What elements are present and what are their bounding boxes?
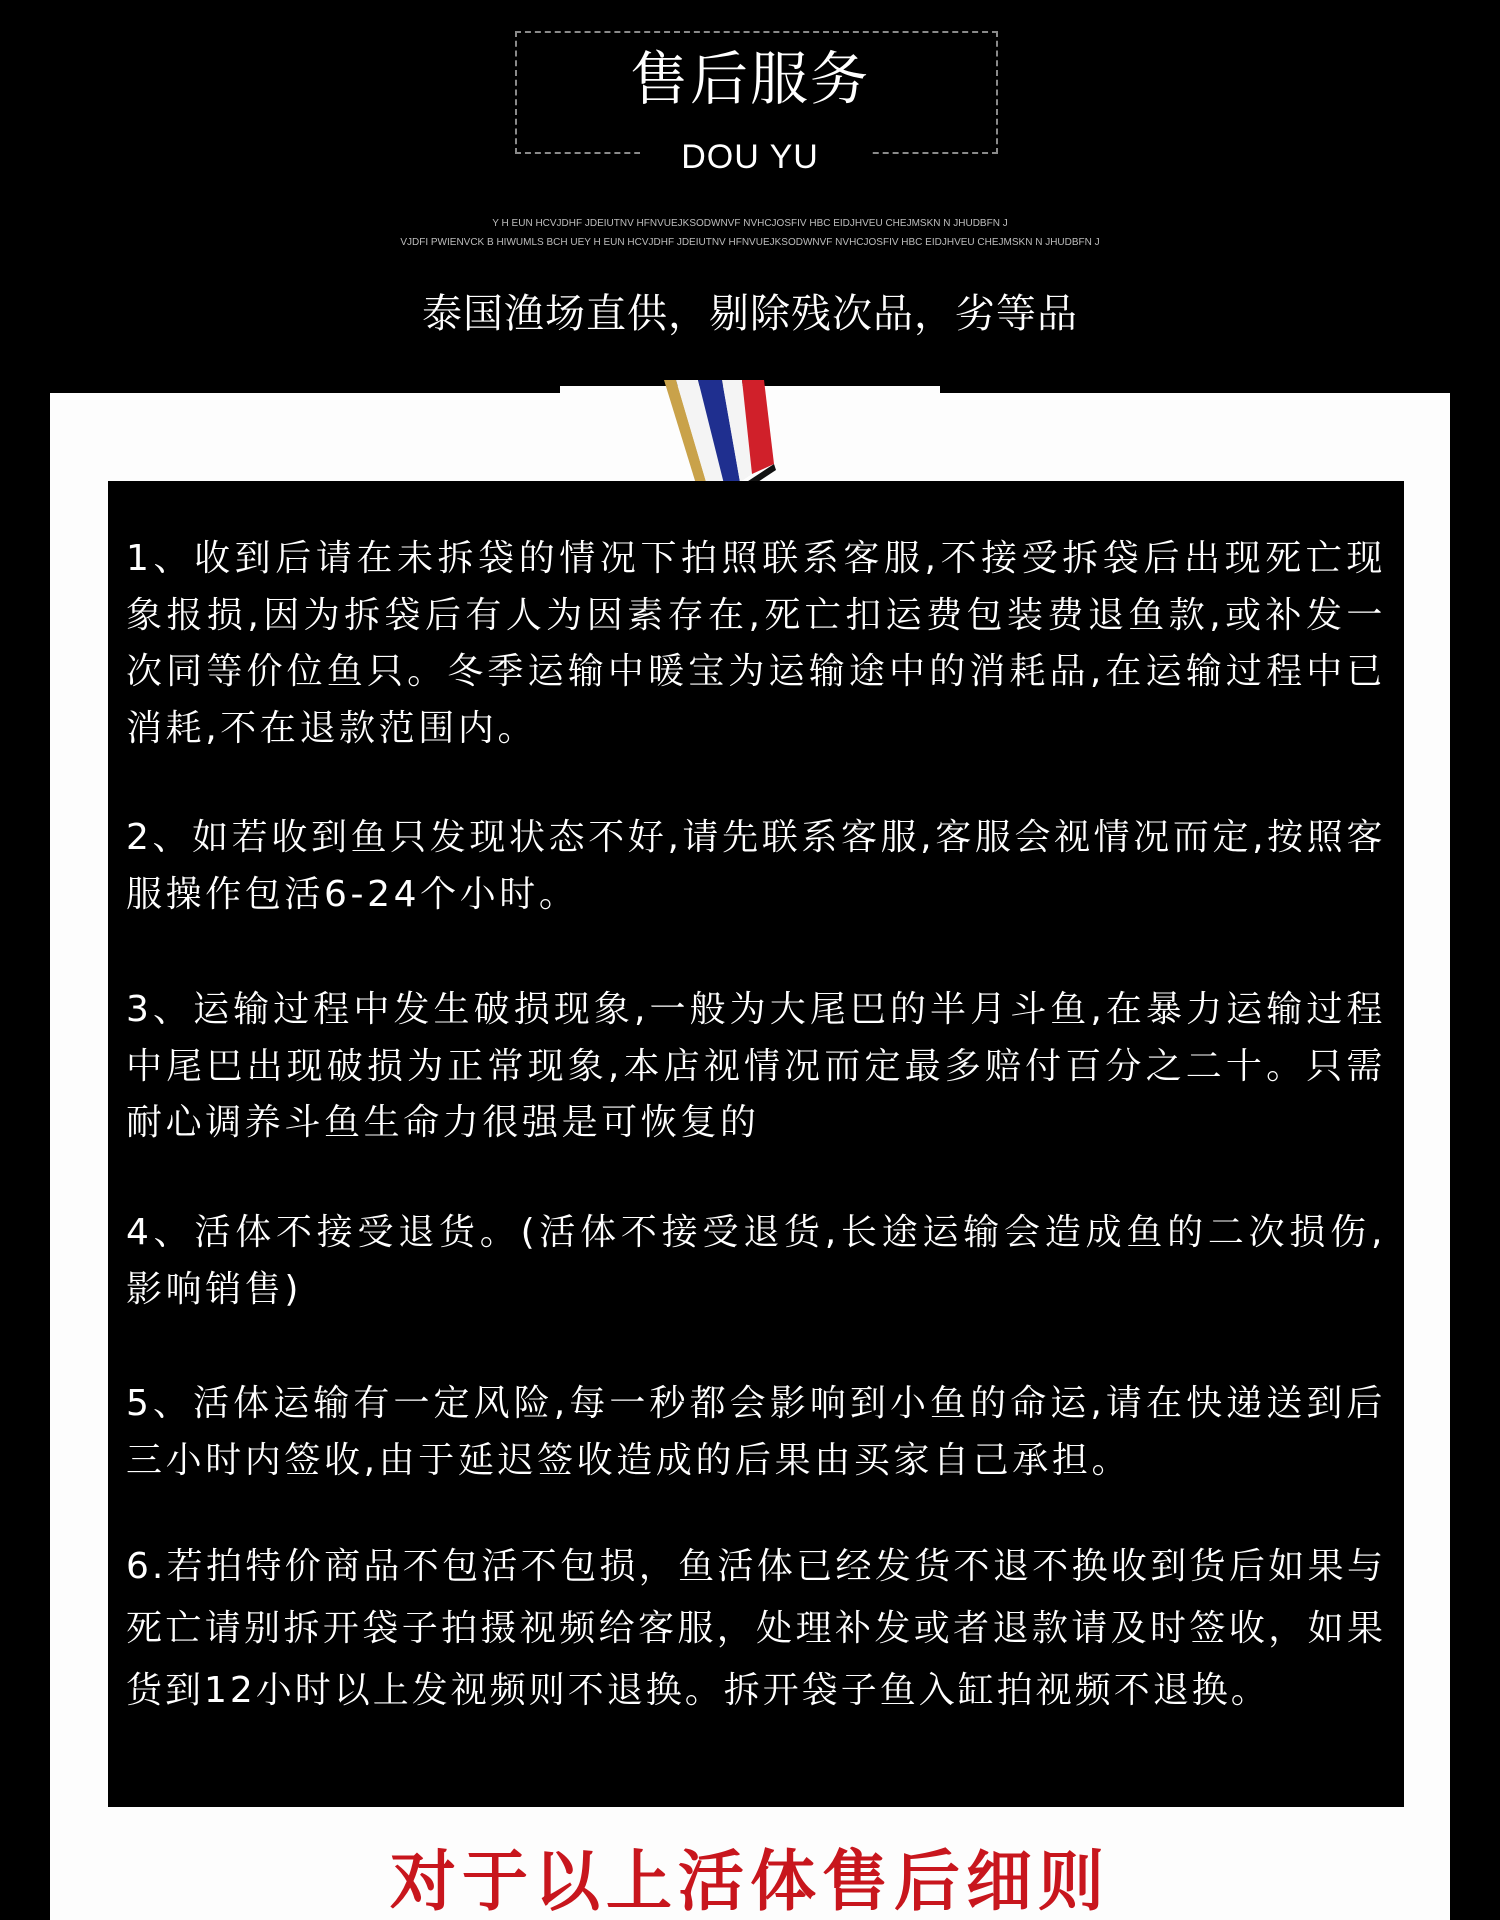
after-sales-heading: 对于以上活体售后细则 (390, 1843, 1110, 1920)
rule-item-6: 6.若拍特价商品不包活不包损，鱼活体已经发货不退不换收到货后如果与死亡请别拆开袋子拍摄视频给客服，处理补发或者退款请及时签收，如果货到12小时以上发视频则不退换。拆开袋子鱼入缸拍视频不退换。 (126, 1546, 1386, 1711)
tagline: 泰国渔场直供，剔除残次品，劣等品 (422, 291, 1078, 337)
rule-item-1: 1、收到后请在未拆袋的情况下拍照联系客服,不接受拆袋后出现死亡现象报损,因为拆袋后有人为因素存在,死亡扣运费包装费退鱼款,或补发一次同等价位鱼只。冬季运输中暖宝为运输途中的消耗品,在运输过程中已消耗,不在退款范围内。 (126, 538, 1386, 749)
page-subtitle: DOU YU (681, 138, 819, 176)
page-title: 售后服务 (629, 45, 870, 113)
rule-item-2: 2、如若收到鱼只发现状态不好,请先联系客服,客服会视情况而定,按照客服操作包活6-24个小时。 (126, 817, 1386, 915)
rule-item-5: 5、活体运输有一定风险,每一秒都会影响到小鱼的命运,请在快递送到后三小时内签收,由于延迟签收造成的后果由买家自己承担。 (126, 1383, 1386, 1481)
decorative-text-line-2: VJDFI PWIENVCK B HIWUMLS BCH UEY H EUN HCVJDHF JDEIUTNV HFNVUEJKSODWNVF NVHCJOSFIV HBC EIDJHVEU CHEJMSKN N JHUDBFN J (400, 237, 1100, 248)
rule-item-3: 3、运输过程中发生破损现象,一般为大尾巴的半月斗鱼,在暴力运输过程中尾巴出现破损为正常现象,本店视情况而定最多赔付百分之二十。只需耐心调养斗鱼生命力很强是可恢复的 (126, 989, 1386, 1143)
rule-item-4: 4、活体不接受退货。(活体不接受退货,长途运输会造成鱼的二次损伤,影响销售) (126, 1212, 1386, 1310)
decorative-text-line-1: Y H EUN HCVJDHF JDEIUTNV HFNVUEJKSODWNVF NVHCJOSFIV HBC EIDJHVEU CHEJMSKN N JHUDBFN J (492, 218, 1008, 229)
